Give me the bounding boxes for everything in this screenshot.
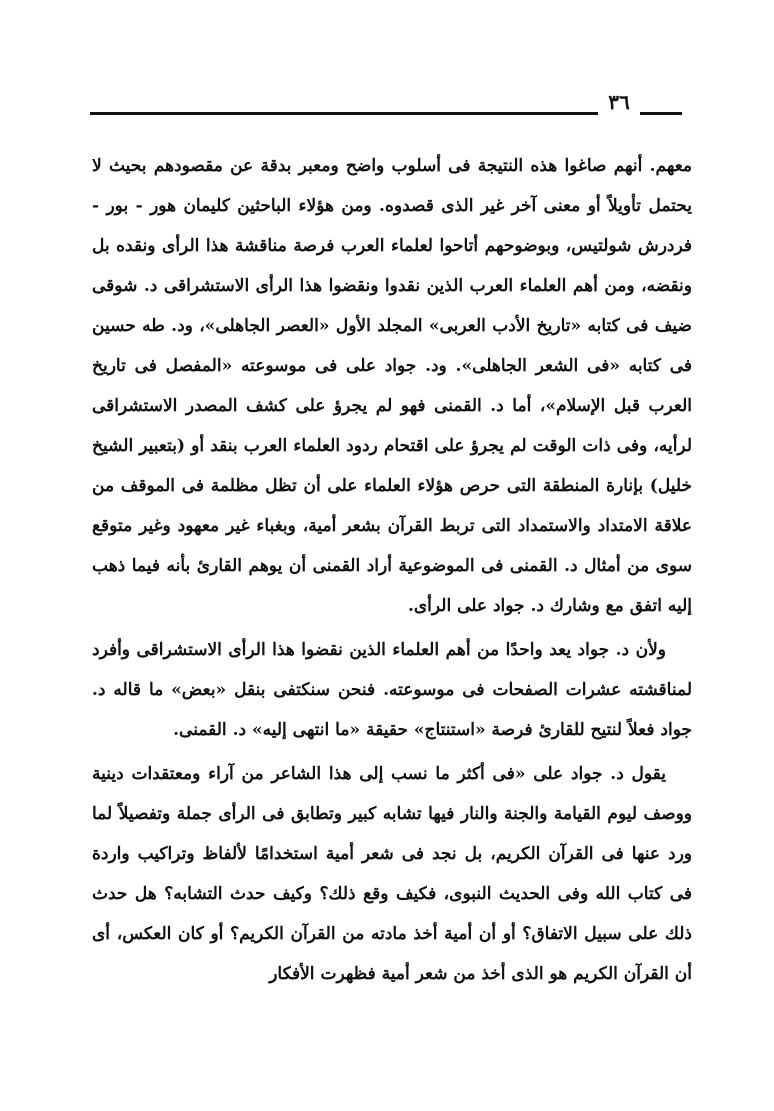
- body-text: [92, 146, 692, 994]
- header-rule-short: [640, 112, 682, 115]
- page-number: ٣٦: [608, 90, 630, 114]
- page-header: [90, 86, 690, 126]
- paragraph-3: يقول د. جواد على «فى أكثر ما نسب إلى هذا الشاعر من آراء ومعتقدات دينية ووصف ليوم القيامة والجنة والنار فيها تشابه كبير وتطابق فى الرأى جملة وتفصيلاً لما ورد عنها فى القرآن الكريم، بل نجد فى شعر أمية استخدامًا لألفاظ وتراكيب واردة فى كتاب الله وفى الحديث النبوى، فكيف وقع ذلك؟ وكيف حدث التشابه؟ هل حدث ذلك على سبيل الاتفاق؟ أو أن أمية أخذ مادته من القرآن الكريم؟ أو كان العكس، أى أن القرآن الكريم هو الذى أخذ من شعر أمية فظهرت الأفكار: [92, 764, 692, 984]
- paragraph-2: ولأن د. جواد يعد واحدًا من أهم العلماء الذين نقضوا هذا الرأى الاستشراقى وأفرد لمناقشته عشرات الصفحات فى موسوعته. فنحن سنكتفى بنقل «بعض» ما قاله د. جواد فعلاً لنتيح للقارئ فرصة «استنتاج» حقيقة «ما انتهى إليه» د. القمنى.: [92, 640, 692, 740]
- paragraph-1: معهم. أنهم صاغوا هذه النتيجة فى أسلوب واضح ومعبر بدقة عن مقصودهم بحيث لا يحتمل تأويلاً أو معنى آخر غير الذى قصدوه. ومن هؤلاء الباحثين كليمان هور - بور - فردرش شولتيس، وبوضوحهم أتاحوا لعلماء العرب فرصة مناقشة هذا الرأى ونقده بل ونقضه، ومن أهم العلماء العرب الذين نقدوا ونقضوا هذا الرأى الاستشراقى د. شوقى ضيف فى كتابه «تاريخ الأدب العربى» المجلد الأول «العصر الجاهلى»، ود. طه حسين فى كتابه «فى الشعر الجاهلى». ود. جواد على فى موسوعته «المفصل فى تاريخ العرب قبل الإسلام»، أما د. القمنى فهو لم يجرؤ على كشف المصدر الاستشراقى لرأيه، وفى ذات الوقت لم يجرؤ على اقتحام ردود العلماء العرب بنقد أو (بتعبير الشيخ خليل) بإنارة المنطقة التى حرص هؤلاء العلماء على أن تظل مظلمة فى الموقف من علاقة الامتداد والاستمداد التى تربط القرآن بشعر أمية، وبغباء غير معهود وغير متوقع سوى من أمثال د. القمنى فى الموضوعية أراد القمنى أن يوهم القارئ بأنه فيما ذهب إليه اتفق مع وشارك د. جواد على الرأى.: [92, 156, 692, 616]
- header-rule-long: [90, 112, 598, 115]
